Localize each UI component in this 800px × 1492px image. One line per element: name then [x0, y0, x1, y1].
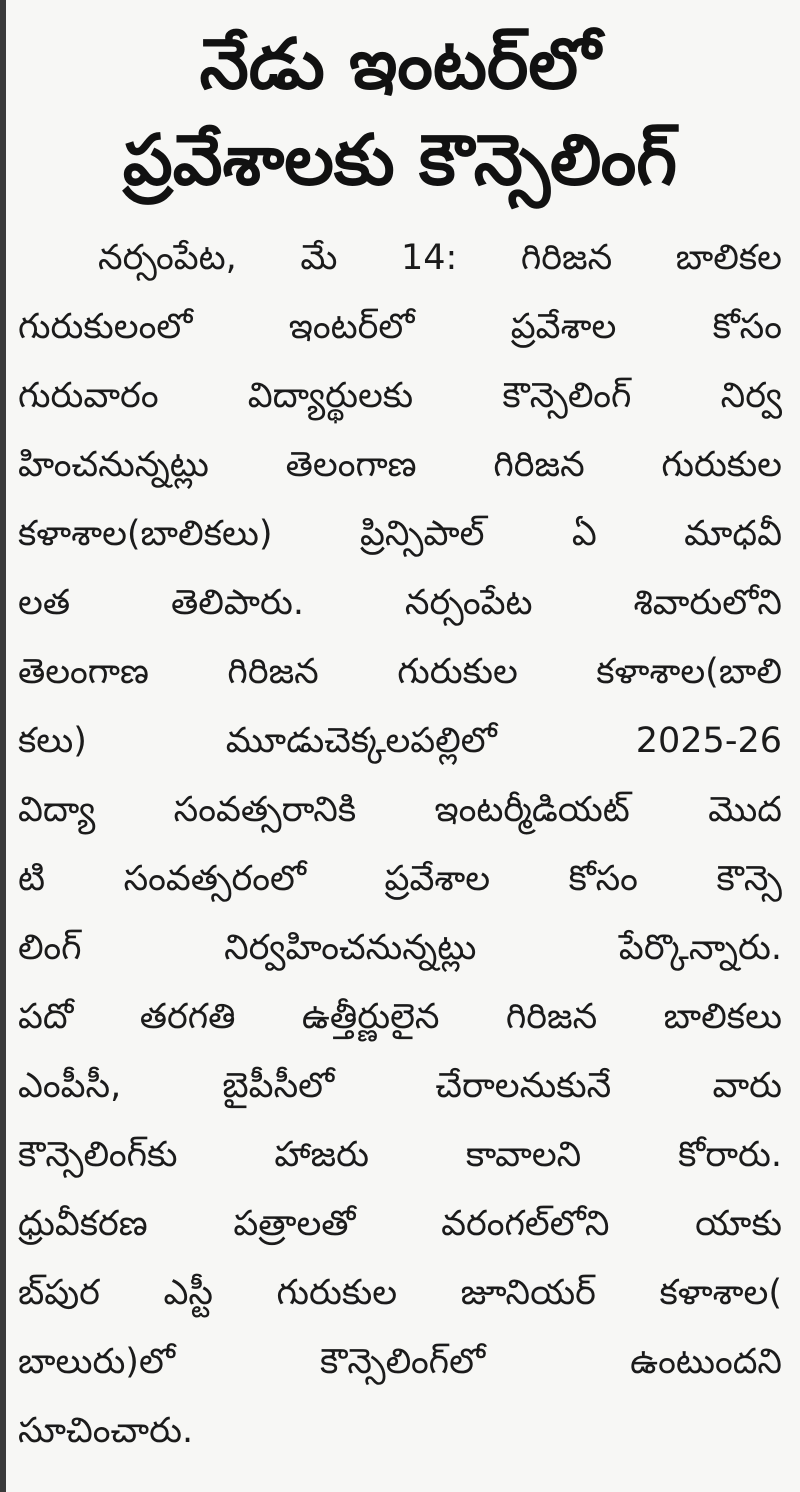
body-line: తెలంగాణ గిరిజన గురుకుల కళాశాల(బాలి — [18, 652, 782, 692]
body-line: హించనున్నట్లు తెలంగాణ గిరిజన గురుకుల — [18, 445, 782, 485]
body-line: నర్సంపేట, మే 14: గిరిజన బాలికల — [98, 238, 782, 278]
page-edge-rule — [0, 0, 6, 1492]
body-line: కళాశాల(బాలికలు) ప్రిన్సిపాల్ ఏ మాధవీ — [18, 514, 782, 554]
headline — [18, 16, 782, 208]
body-line: లింగ్ నిర్వహించనున్నట్లు పేర్కొన్నారు. — [18, 928, 782, 968]
article-body — [18, 224, 782, 1466]
body-line: ఎంపీసీ, బైపీసీలో చేరాలనుకునే వారు — [18, 1066, 782, 1106]
headline-line-1: నేడు ఇంటర్‌లో — [199, 23, 601, 105]
body-line: విద్యా సంవత్సరానికి ఇంటర్మీడియట్ మొద — [18, 790, 782, 830]
body-line: కలు) మూడుచెక్కలపల్లిలో 2025-26 — [18, 721, 782, 761]
body-line: గురువారం విద్యార్థులకు కౌన్సెలింగ్ నిర్వ — [18, 376, 782, 416]
body-line: లత తెలిపారు. నర్సంపేట శివారులోని — [18, 583, 782, 623]
headline-line-2: ప్రవేశాలకు కౌన్సెలింగ్ — [122, 119, 678, 201]
body-line: సూచించారు. — [18, 1411, 194, 1451]
body-line: కౌన్సెలింగ్‌కు హాజరు కావాలని కోరారు. — [18, 1135, 782, 1175]
body-line: పదో తరగతి ఉత్తీర్ణులైన గిరిజన బాలికలు — [18, 997, 782, 1037]
body-line: బ్‌పుర ఎస్టీ గురుకుల జూనియర్ కళాశాల( — [18, 1273, 782, 1313]
news-clipping — [18, 16, 782, 1476]
body-line: టి సంవత్సరంలో ప్రవేశాల కోసం కౌన్సె — [18, 859, 782, 899]
body-line: ధ్రువీకరణ పత్రాలతో వరంగల్‌లోని యాకు — [18, 1204, 782, 1244]
body-line: బాలురు)లో కౌన్సెలింగ్‌లో ఉంటుందని — [18, 1342, 782, 1382]
body-line: గురుకులంలో ఇంటర్‌లో ప్రవేశాల కోసం — [18, 307, 782, 347]
